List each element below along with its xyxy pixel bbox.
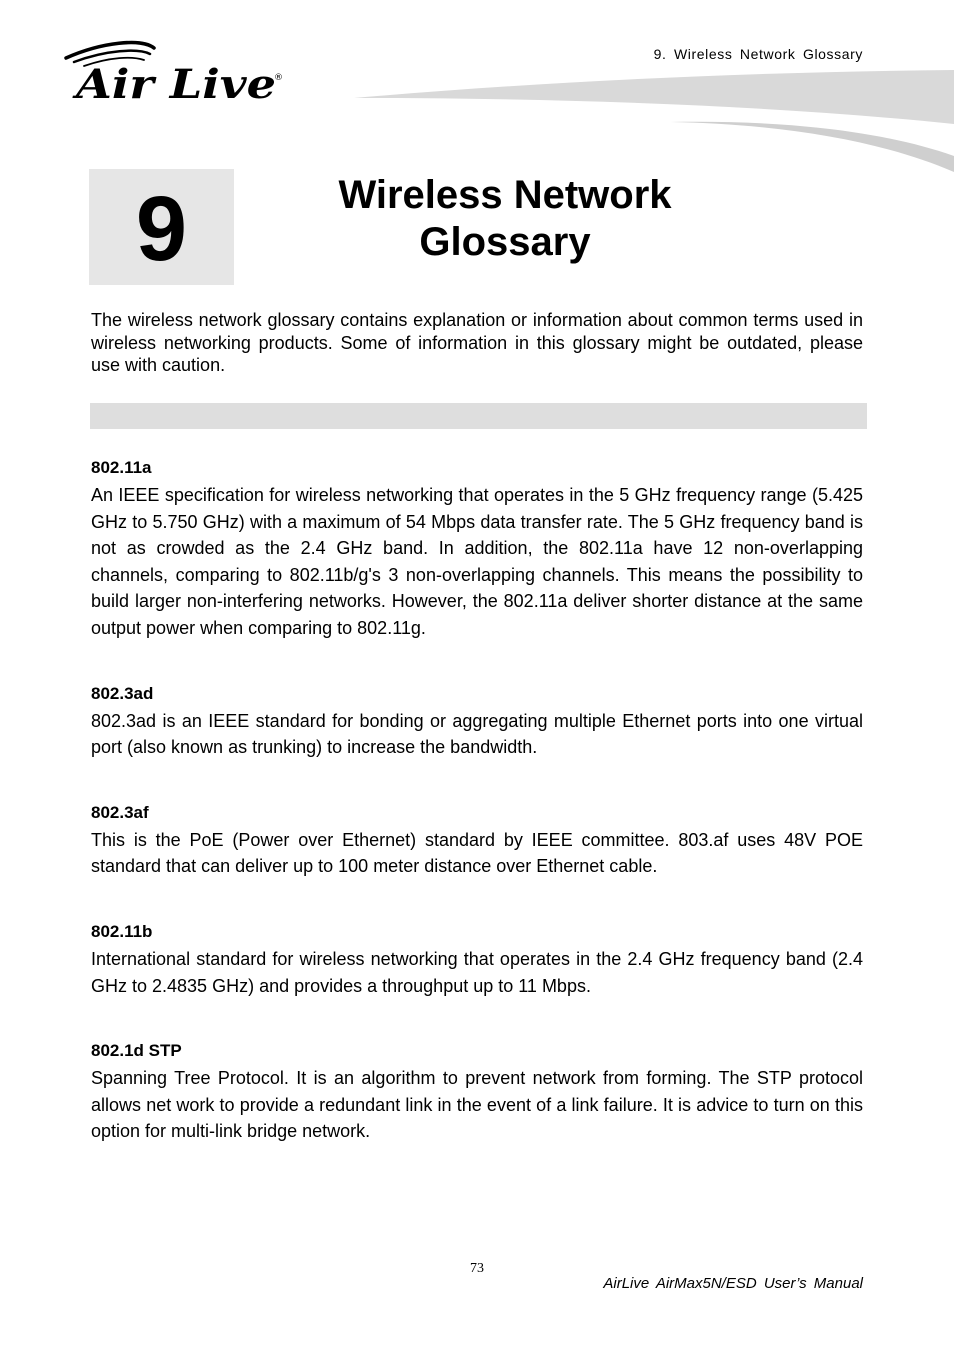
glossary-definition: International standard for wireless networking that operates in the 2.4 GHz frequency band (2.4 GHz to 2.4835 GHz) and provides a throughput up to 11 Mbps. — [91, 948, 863, 996]
glossary-definition: Spanning Tree Protocol. It is an algorithm to prevent network from forming. The STP protocol allows net work to provide a redundant link in the event of a link failure. It is advice to turn on this option for multi-link bridge network. — [91, 1068, 863, 1142]
glossary-definition: This is the PoE (Power over Ethernet) standard by IEEE committee. 803.af uses 48V POE standard that can deliver up to 100 meter distance over Ethernet cable. — [91, 829, 863, 877]
manual-title-footer: AirLive AirMax5N/ESD User’s Manual — [603, 1275, 863, 1292]
glossary-definition: An IEEE specification for wireless networking that operates in the 5 GHz frequency range (5.425 GHz to 5.750 GHz) with a maximum of 54 Mbps data transfer rate. The 5 GHz frequency band is not as crowded as the 2.4 GHz band. In addition, the 802.11a have 12 non-overlapping channels, comparing to 802.11b/g's 3 non-overlapping channels. This means the possibility to build larger non-interfering networks. However, the 802.11a deliver shorter distance at the same output power when comparing to 802.11g. — [91, 485, 863, 638]
glossary-entry — [91, 920, 863, 999]
glossary-definition: 802.3ad is an IEEE standard for bonding or aggregating multiple Ethernet ports into one virtual port (also known as trunking) to increase the bandwidth. — [91, 710, 863, 758]
glossary-entry — [91, 682, 863, 761]
glossary-term: 802.11b — [91, 921, 153, 941]
glossary-entry — [91, 456, 863, 642]
registered-mark: ® — [274, 73, 283, 83]
glossary-entry — [91, 1039, 863, 1145]
logo-wordmark: Air Live — [71, 61, 277, 106]
page-number: 73 — [470, 1261, 484, 1276]
intro-paragraph: The wireless network glossary contains explanation or information about common terms used in wireless networking products. Some of information in this glossary might be outdated, please use with caution. — [91, 310, 863, 375]
glossary-entries — [91, 456, 863, 1185]
chapter-title — [290, 172, 720, 266]
running-header: 9. Wireless Network Glossary — [653, 46, 863, 62]
glossary-term: 802.1d STP — [91, 1041, 182, 1061]
chapter-number-box — [89, 169, 234, 285]
header-swoosh-decoration — [340, 64, 954, 184]
glossary-term: 802.3af — [91, 802, 149, 822]
chapter-number: 9 — [135, 178, 188, 280]
glossary-term: 802.11a — [91, 458, 152, 477]
airlive-logo — [62, 40, 292, 106]
chapter-title-line1: Wireless Network — [338, 173, 672, 217]
chapter-title-line2: Glossary — [419, 220, 591, 264]
glossary-entry — [91, 801, 863, 880]
glossary-term: 802.3ad — [91, 683, 154, 703]
section-divider-bar — [90, 403, 867, 429]
